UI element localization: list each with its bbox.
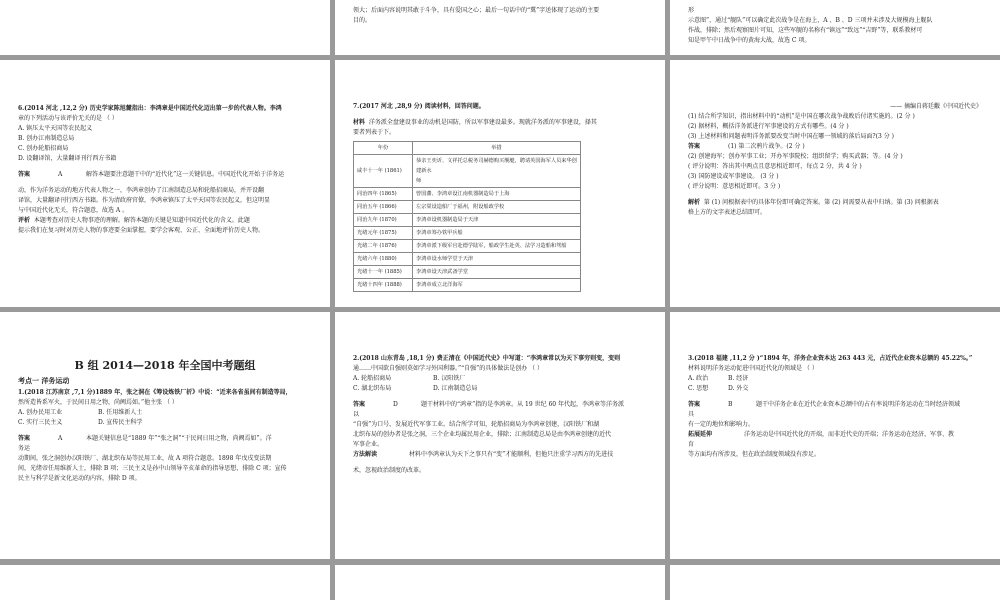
question-stem: 通……中国欲自强则莫如学习外国利器。”“自强”的具体做法是创办 （ ） bbox=[353, 365, 544, 372]
table-row bbox=[354, 188, 581, 201]
answer-line bbox=[353, 400, 647, 410]
answer-label: 答案 bbox=[688, 143, 701, 150]
answer-letter: B bbox=[728, 401, 733, 408]
question-stem: 2.(2018 山东青岛 ,18,1 分) 费正清在《中国近代史》中写道：“李鸿章常以为天下事穷则变，变则 bbox=[353, 355, 621, 362]
analysis-text: 格上方的文字表述总结即可。 bbox=[688, 209, 767, 216]
comment-text: 提示我们在复习时对历史人物的事迹要全面掌握，要学会客观、公正、全面地评价历史人物。 bbox=[18, 227, 265, 234]
method-label: 方法解读 bbox=[353, 451, 378, 458]
table-cell-year: 光绪元年 (1875) bbox=[354, 227, 413, 240]
table-row bbox=[354, 266, 581, 279]
option-d: D. 宣传民主科学 bbox=[98, 419, 143, 426]
option-a: A. 轮船招商局 bbox=[353, 375, 392, 382]
question-stem: 材料说明洋务运动促进中国近代化的领域是 （ ） bbox=[688, 365, 818, 372]
page-bottom-middle bbox=[335, 565, 665, 600]
answer-text: (3) 国防建设或军事建设。 (3 分 ) bbox=[688, 173, 779, 180]
page-top-left bbox=[0, 0, 330, 55]
table-cell-measure: 李鸿章设机器制造局于天津 bbox=[413, 214, 581, 227]
table-cell-measure: 李鸿章设天津武备学堂 bbox=[413, 266, 581, 279]
answer-text: 间，光绪帝任用维新人士，排除 B 项；三民主义是孙中山领导辛亥革命的指导思想，排除 C 项；宣传 bbox=[18, 465, 287, 472]
table-cell-year: 同治九年 (1870) bbox=[354, 214, 413, 227]
material-label: 材料 bbox=[353, 119, 366, 126]
answer-line bbox=[688, 400, 982, 410]
material-line bbox=[353, 118, 647, 128]
answer-text: (1) 第二次鸦片战争。(2 分 ) bbox=[728, 143, 805, 150]
table-header-year: 年份 bbox=[354, 142, 413, 155]
table-cell-measure: 李鸿章筹办铁甲兵船 bbox=[413, 227, 581, 240]
answer-text: 译馆，大量翻译刊行西方书籍。作为清政府官僚，李鸿章镇压了太平天国等农民起义，但这明显 bbox=[18, 197, 271, 204]
table-cell-measure bbox=[413, 155, 581, 188]
table-cell-year: 同治五年 (1866) bbox=[354, 201, 413, 214]
table-cell-measure: 李鸿章成立北洋海军 bbox=[413, 279, 581, 292]
option-d: D. 设翻译馆，大量翻译刊行西方书籍 bbox=[18, 155, 117, 162]
answer-line bbox=[688, 142, 982, 152]
text-line: 形 bbox=[688, 7, 695, 14]
page-bottom-left bbox=[0, 565, 330, 600]
sub-question: (2) 据材料，概括洋务派进行军事建设的方式有哪些。(4 分 ) bbox=[688, 123, 849, 130]
material-text: 洋务派全盘建设事业的动机是国防，所以军事建设最多。现就洋务派的军事建设，择其 bbox=[368, 119, 597, 126]
answer-text: 动，作为洋务运动的地方代表人物之一，李鸿章创办了江南制造总局和轮船招商局，并开设翻 bbox=[18, 187, 265, 194]
page-question-2 bbox=[335, 312, 665, 559]
table-cell-year: 咸丰十一年 (1861) bbox=[354, 155, 413, 188]
question-stem: 7.(2017 河北 ,28,9 分) 阅读材料，回答问题。 bbox=[353, 103, 485, 110]
option-c: C. 创办轮船招商局 bbox=[18, 145, 69, 152]
option-d: D. 外交 bbox=[728, 385, 749, 392]
method-text: 材料中李鸿章认为天下之事只有“变”才能顺利，但他只注重学习西方的先进技 bbox=[409, 451, 614, 458]
page-question-3 bbox=[670, 312, 1000, 559]
table-cell-measure: 曾国藩、李鸿章设江南机器制造局于上海 bbox=[413, 188, 581, 201]
text-line: 示意图”，通过“舰队”可以确定此次战争是在海上，A 、B 、D 三项并未涉及大规模海上舰队 bbox=[688, 17, 933, 24]
table-cell-year: 光绪十一年 (1885) bbox=[354, 266, 413, 279]
answer-label: 答案 bbox=[18, 171, 31, 178]
answer-letter: A bbox=[58, 171, 63, 178]
table-header-row bbox=[354, 142, 581, 155]
table-row bbox=[354, 279, 581, 292]
table-cell-measure: 左宗棠设造船厂于福州，附设船政学校 bbox=[413, 201, 581, 214]
text-line: 作战，排除；然后观察图片可知，这些军舰的名称有“镇远”“致远”“吉野”等，联系教材可 bbox=[688, 27, 923, 34]
answer-text: 本题关键信息是“1889 年”“张之洞”“于民间日用之物，尚阙焉如”。洋 bbox=[86, 435, 272, 442]
extension-text: 等方面均有所涉及，但在政治制度领域没有涉足。 bbox=[688, 451, 821, 458]
option-b: B. 经济 bbox=[728, 375, 749, 382]
answer-label: 答案 bbox=[353, 401, 366, 408]
text-line: 知是甲午中日战争中的黄海大战，故选 C 项。 bbox=[688, 37, 811, 44]
page-bottom-right bbox=[670, 565, 1000, 600]
question-stem: 1.(2018 江苏南京 ,7,1 分)1889 年，张之洞在《筹设炼铁厂折》中说：“近来各省虽间有制造等局， bbox=[18, 389, 292, 396]
table-cell-year: 光绪十四年 (1888) bbox=[354, 279, 413, 292]
group-title: B 组 2014—2018 年全国中考题组 bbox=[74, 359, 256, 372]
extension-text: 洋务运动是中国近代化的开端，而非近代史的开端；洋务运动在经济、军事、教 bbox=[744, 431, 955, 438]
answer-text: 与中国近代化无关，符合题意，故选 A 。 bbox=[18, 207, 129, 214]
table-cell-text: 恭亲王奕䜣、文祥托总税务司赫德购买舰艇，聘请英国海军人员来华创建新水 bbox=[416, 158, 577, 174]
option-b: B. 创办江南制造总局 bbox=[18, 135, 75, 142]
table-header-measure: 举措 bbox=[413, 142, 581, 155]
question-stem: 然所造皆系军火，于民间日用之物，尚阙焉如。”他主张 （ ） bbox=[18, 399, 178, 406]
option-c: C. 实行三民主义 bbox=[18, 419, 63, 426]
answer-text: 题干中洋务企业在近代企业资本总额中的占有率说明洋务运动在当时经济领域 bbox=[756, 401, 961, 408]
option-c: C. 思想 bbox=[688, 385, 709, 392]
option-a: A. 政治 bbox=[688, 375, 709, 382]
analysis-line bbox=[688, 198, 982, 208]
question-stem: 6.(2014 河北 ,12,2 分) 历史学家陈旭麓指出：李鸿章是中国近代化迈出第一步的代表人物。李鸿 bbox=[18, 105, 282, 112]
answer-text: 题干材料中的“鸿章”指的是李鸿章。从 19 世纪 60 年代起，李鸿章等洋务派 bbox=[421, 401, 625, 408]
answer-text: “自强”为口号，发展近代军事工业。结合所学可知，轮船招商局为李鸿章创建，汉阳铁厂和湖 bbox=[353, 421, 600, 428]
option-row bbox=[353, 384, 647, 394]
comment-line bbox=[18, 216, 312, 226]
option-c: C. 湖北织布局 bbox=[353, 385, 392, 392]
table-cell-year: 光绪二年 (1876) bbox=[354, 240, 413, 253]
answer-text: 动期间，张之洞创办汉阳铁厂、湖北织布局等民用工业，故 A 项符合题意。1898 年戊戌变法期 bbox=[18, 455, 272, 462]
table-row bbox=[354, 201, 581, 214]
answer-text: 具 bbox=[688, 411, 695, 418]
analysis-text: 第 (1) 问根据表中的具体年份即可确定答案。第 (2) 问需要从表中归纳。第 (3) 问根据表 bbox=[703, 199, 939, 206]
extension-line bbox=[688, 430, 982, 440]
material-text: 要者列表于下。 bbox=[353, 129, 396, 136]
answer-text: 民主与科学是新文化运动的内容，排除 D 项。 bbox=[18, 475, 141, 482]
analysis-label: 解析 bbox=[688, 199, 701, 206]
table-cell-year: 光绪六年 (1880) bbox=[354, 253, 413, 266]
table-cell-year: 同治四年 (1865) bbox=[354, 188, 413, 201]
option-b: B. 任用维新人士 bbox=[98, 409, 143, 416]
comment-text: 本题考查对历史人物事迹的理解。解答本题的关键是知道中国近代化的含义。此题 bbox=[33, 217, 250, 224]
answer-text: (2) 创建海军；创办军事工业；开办军事院校；组织留学；购买武器；等。(4 分 ) bbox=[688, 153, 903, 160]
sub-question: (1) 结合所学知识，指出材料中的“动机”是中国在哪次战争战败后付诸实施的。(2 分 ) bbox=[688, 113, 915, 120]
text-line: 目的。 bbox=[353, 17, 372, 24]
comment-label: 评析 bbox=[18, 217, 31, 224]
page-top-middle bbox=[335, 0, 665, 55]
answer-label: 答案 bbox=[688, 401, 701, 408]
table-row bbox=[354, 155, 581, 188]
extension-text: 育 bbox=[688, 441, 695, 448]
page-top-right bbox=[670, 0, 1000, 55]
option-a: A. 镇压太平天国等农民起义 bbox=[18, 125, 93, 132]
page-question-6 bbox=[0, 60, 330, 307]
option-row bbox=[18, 408, 312, 418]
text-line: 领大；后面内容说明其敢于斗争，具有爱国之心；最后一句话中的“冀”字送体现了运动的主要 bbox=[353, 7, 600, 14]
answer-letter: D bbox=[393, 401, 398, 408]
answer-text: 务运 bbox=[18, 445, 31, 452]
source-citation: —— 摘编自蒋廷黻《中国近代史》 bbox=[890, 103, 982, 110]
table-cell-measure: 李鸿章派下级军官赴德学陆军，船政学生赴英、法学习造船和驾船 bbox=[413, 240, 581, 253]
option-row bbox=[18, 418, 312, 428]
answer-text: 军事企业。 bbox=[353, 441, 384, 448]
question-stem: 3.(2018 福建 ,11,2 分 )“1894 年，洋务企业资本达 263 443 元，占近代企业资本总额的 45.22%。” bbox=[688, 355, 973, 362]
option-d: D. 江南制造总局 bbox=[433, 385, 478, 392]
answer-line bbox=[18, 170, 312, 180]
table-row bbox=[354, 227, 581, 240]
answer-text: ( 评分说明：意思相近即可。3 分 ) bbox=[688, 183, 781, 190]
section-heading: 考点一 洋务运动 bbox=[18, 376, 70, 385]
answer-label: 答案 bbox=[18, 435, 31, 442]
table-row bbox=[354, 253, 581, 266]
measures-table bbox=[353, 141, 581, 292]
table-cell-text: 师 bbox=[416, 178, 422, 184]
answer-text: ( 评分说明：答出其中两点且意思相近即可，每点 2 分，共 4 分 ) bbox=[688, 163, 862, 170]
page-group-b bbox=[0, 312, 330, 559]
option-b: B. 汉阳铁厂 bbox=[433, 375, 466, 382]
extension-label: 拓展延伸 bbox=[688, 431, 713, 438]
option-row bbox=[688, 384, 982, 394]
answer-letter: A bbox=[58, 435, 63, 442]
method-text: 术，忽视政治制度的改革。 bbox=[353, 467, 426, 474]
answer-line bbox=[18, 434, 312, 444]
page-question-7 bbox=[335, 60, 665, 307]
option-a: A. 创办民用工业 bbox=[18, 409, 63, 416]
question-stem: 章的下列活动与该评价无关的是 （ ） bbox=[18, 115, 118, 122]
answer-text: 有一定的地位和影响力。 bbox=[688, 421, 755, 428]
option-row bbox=[688, 374, 982, 384]
answer-text: 以 bbox=[353, 411, 360, 418]
answer-text: 解答本题要注意题干中的“近代化”这一关键信息。中国近代化开始于洋务运 bbox=[86, 171, 285, 178]
sub-question: (3) 上述材料和问题表明洋务派要改变当时中国在哪一领域的落后局面?(3 分 ) bbox=[688, 133, 894, 140]
page-question-7-answers bbox=[670, 60, 1000, 307]
answer-text: 北织布局的创办者是张之洞，三个企业均属民用企业，排除；江南制造总局是由李鸿章创建的近代 bbox=[353, 431, 612, 438]
table-row bbox=[354, 214, 581, 227]
method-line bbox=[353, 450, 647, 460]
option-row bbox=[353, 374, 647, 384]
table-row bbox=[354, 240, 581, 253]
table-cell-measure: 李鸿章设水师学堂于天津 bbox=[413, 253, 581, 266]
